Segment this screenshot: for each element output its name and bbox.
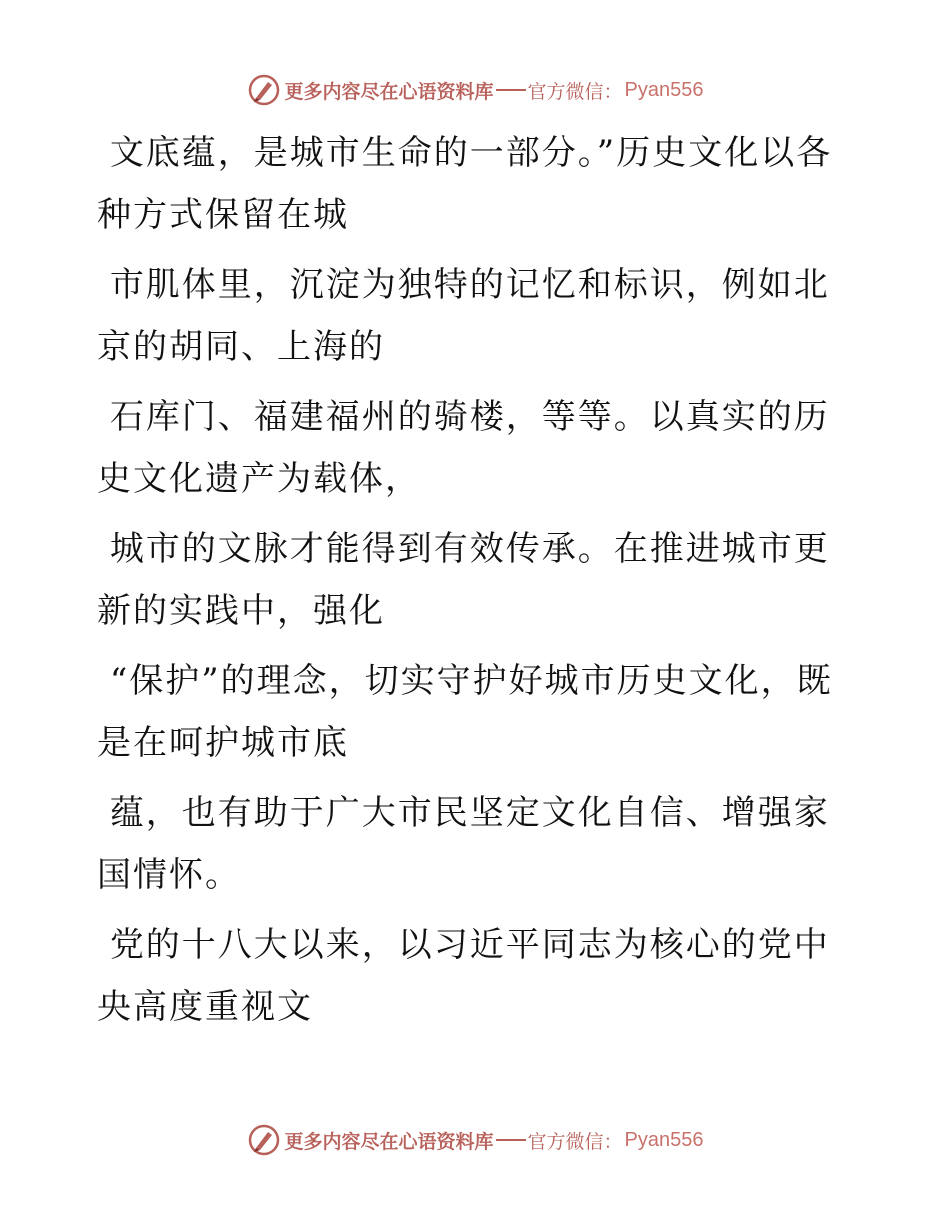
paragraph: 石库门、福建福州的骑楼，等等。以真实的历史文化遗产为载体， bbox=[97, 397, 830, 499]
banner-divider bbox=[496, 1139, 526, 1141]
document-body bbox=[97, 122, 837, 1046]
wechat-label: 官方微信： bbox=[527, 1130, 623, 1153]
banner-text: 更多内容尽在心语资料库 bbox=[284, 80, 494, 103]
paragraph: 文底蕴，是城市生命的一部分。”历史文化以各种方式保留在城 bbox=[97, 133, 833, 235]
pen-logo-icon bbox=[247, 1123, 281, 1157]
wechat-label: 官方微信： bbox=[527, 80, 623, 103]
paragraph: 城市的文脉才能得到有效传承。在推进城市更新的实践中，强化 bbox=[97, 529, 830, 631]
banner-divider bbox=[496, 89, 526, 91]
footer-banner bbox=[0, 1120, 950, 1160]
wechat-id: Pyan556 bbox=[624, 78, 704, 101]
paragraph: 市肌体里，沉淀为独特的记忆和标识，例如北京的胡同、上海的 bbox=[97, 265, 830, 367]
header-banner bbox=[0, 70, 950, 110]
pen-logo-icon bbox=[247, 73, 281, 107]
paragraph: 党的十八大以来，以习近平同志为核心的党中央高度重视文 bbox=[97, 925, 830, 1027]
paragraph: “保护”的理念，切实守护好城市历史文化，既是在呵护城市底 bbox=[97, 661, 833, 763]
wechat-id: Pyan556 bbox=[624, 1128, 704, 1151]
paragraph: 蕴，也有助于广大市民坚定文化自信、增强家国情怀。 bbox=[97, 793, 830, 895]
banner-text: 更多内容尽在心语资料库 bbox=[284, 1130, 494, 1153]
